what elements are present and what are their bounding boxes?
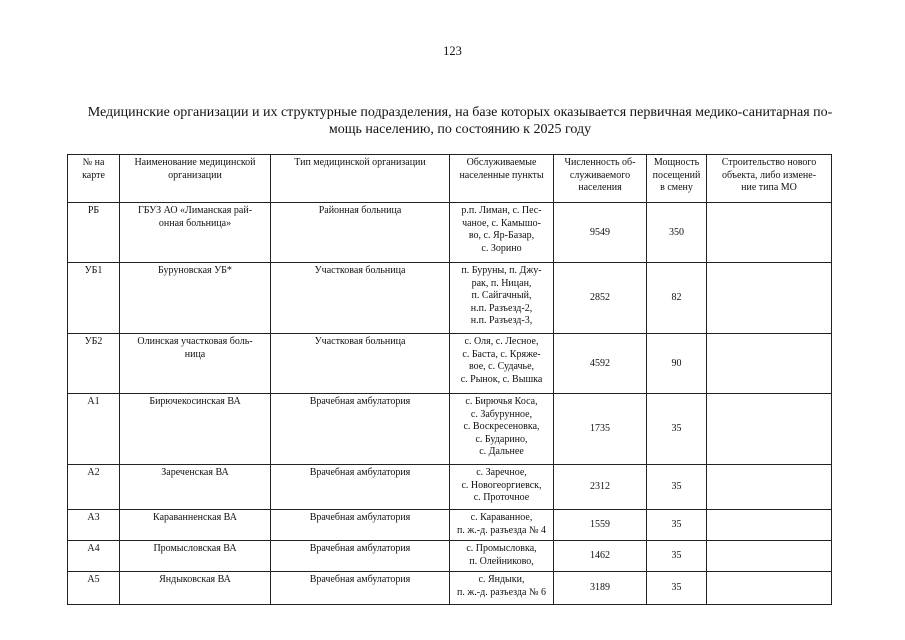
cell-org-name (120, 203, 271, 263)
cell-org-name-line: Караванненская ВА (153, 512, 237, 523)
cell-settlements-line: с. Дальнее (479, 446, 524, 457)
cell-capacity: 35 (647, 465, 707, 510)
cell-population: 4592 (554, 334, 647, 394)
cell-construction (707, 572, 832, 605)
cell-settlements (450, 541, 554, 572)
cell-map-number: А1 (68, 394, 120, 465)
cell-settlements-line: р.п. Лиман, с. Пес- (461, 205, 542, 216)
cell-population: 1559 (554, 510, 647, 541)
cell-org-type: Врачебная амбулатория (271, 541, 450, 572)
header-text-line: Численность об- (564, 157, 636, 168)
cell-map-number: УБ2 (68, 334, 120, 394)
cell-capacity: 90 (647, 334, 707, 394)
cell-org-name-line: Бирючекосинская ВА (149, 396, 241, 407)
cell-org-type: Врачебная амбулатория (271, 572, 450, 605)
cell-population: 2312 (554, 465, 647, 510)
cell-settlements-line: с. Бударино, (475, 433, 528, 445)
cell-capacity: 35 (647, 541, 707, 572)
cell-capacity: 35 (647, 510, 707, 541)
header-text-line: карте (82, 169, 105, 181)
cell-construction (707, 465, 832, 510)
cell-capacity: 82 (647, 263, 707, 334)
cell-org-name-line: онная больница» (158, 217, 232, 229)
table-header (68, 155, 832, 203)
cell-construction (707, 334, 832, 394)
header-text-line: в смену (660, 182, 693, 193)
table-body (68, 203, 832, 605)
cell-capacity: 350 (647, 203, 707, 263)
cell-org-name-line: ница (184, 348, 206, 360)
cell-settlements-line: с. Яндыки, (478, 574, 525, 585)
cell-settlements-line: п. Сайгачный, (471, 290, 532, 301)
cell-capacity: 35 (647, 572, 707, 605)
cell-settlements-line: с. Зорино (481, 242, 522, 254)
cell-capacity: 35 (647, 394, 707, 465)
header-text-line: № на (82, 157, 105, 168)
cell-settlements-line: с. Оля, с. Лесное, (464, 336, 539, 347)
cell-org-type: Районная больница (271, 203, 450, 263)
table-row (68, 203, 832, 263)
cell-settlements (450, 572, 554, 605)
cell-settlements (450, 465, 554, 510)
title-line: мощь населению, по состоянию к 2025 году (328, 122, 592, 137)
header-org-type (271, 155, 450, 203)
cell-settlements-line: с. Новогеоргиевск, (461, 479, 542, 491)
header-text-line: Тип медицинской организации (294, 157, 426, 168)
cell-org-name (120, 541, 271, 572)
cell-settlements-line: с. Промысловка, (466, 543, 537, 554)
cell-org-name-line: Буруновская УБ* (158, 265, 232, 276)
page-number: 123 (443, 44, 462, 58)
header-text-line: посещений (652, 169, 701, 181)
cell-org-type: Врачебная амбулатория (271, 510, 450, 541)
cell-construction (707, 203, 832, 263)
header-text-line: организации (168, 169, 222, 181)
table-row (68, 510, 832, 541)
cell-map-number: А3 (68, 510, 120, 541)
cell-settlements-line: вое, с. Судачье, (468, 361, 535, 372)
cell-population: 9549 (554, 203, 647, 263)
header-text-line: населения (578, 182, 622, 193)
cell-org-type: Участковая больница (271, 263, 450, 334)
organizations-table (67, 154, 832, 605)
cell-org-type: Врачебная амбулатория (271, 394, 450, 465)
cell-settlements-line: н.п. Разъезд-3, (470, 315, 533, 326)
cell-population: 1462 (554, 541, 647, 572)
header-population (554, 155, 647, 203)
cell-map-number: А2 (68, 465, 120, 510)
header-capacity (647, 155, 707, 203)
cell-settlements-line: с. Бирючья Коса, (465, 396, 538, 407)
cell-settlements-line: п. ж.-д. разъезда № 6 (457, 586, 546, 598)
cell-settlements-line: с. Заречное, (476, 467, 527, 478)
cell-construction (707, 394, 832, 465)
cell-settlements (450, 203, 554, 263)
cell-org-name (120, 465, 271, 510)
cell-population: 1735 (554, 394, 647, 465)
cell-map-number: УБ1 (68, 263, 120, 334)
header-text-line: объекта, либо измене- (721, 169, 817, 181)
cell-settlements-line: с. Караванное, (470, 512, 533, 523)
table-row (68, 572, 832, 605)
cell-org-name (120, 263, 271, 334)
table-row (68, 334, 832, 394)
header-text-line: служиваемого (569, 169, 631, 181)
cell-settlements (450, 334, 554, 394)
header-text-line: Мощность (653, 157, 700, 168)
cell-settlements (450, 510, 554, 541)
cell-settlements-line: с. Проточное (473, 492, 530, 503)
cell-settlements (450, 263, 554, 334)
header-text-line: Строительство нового (721, 157, 817, 168)
header-org-name (120, 155, 271, 203)
cell-construction (707, 541, 832, 572)
header-settlements (450, 155, 554, 203)
cell-population: 2852 (554, 263, 647, 334)
header-text-line: ние типа МО (741, 182, 797, 193)
cell-org-type: Участковая больница (271, 334, 450, 394)
cell-settlements-line: с. Воскресеновка, (463, 421, 540, 432)
cell-construction (707, 510, 832, 541)
header-construction (707, 155, 832, 203)
cell-population: 3189 (554, 572, 647, 605)
table-row (68, 394, 832, 465)
cell-settlements (450, 394, 554, 465)
cell-org-name-line: Олинская участковая боль- (137, 336, 253, 347)
header-text-line: населенные пункты (459, 169, 544, 181)
table-row (68, 465, 832, 510)
cell-settlements-line: во, с. Яр-Базар, (468, 230, 535, 241)
cell-org-name (120, 334, 271, 394)
cell-org-name (120, 394, 271, 465)
cell-map-number: РБ (68, 203, 120, 263)
header-text-line: Обслуживаемые (466, 157, 537, 168)
cell-settlements-line: п. Олейниково, (469, 555, 534, 567)
cell-org-name-line: Яндыковская ВА (159, 574, 231, 585)
cell-org-type: Врачебная амбулатория (271, 465, 450, 510)
cell-settlements-line: с. Рынок, с. Вышка (460, 373, 543, 385)
cell-settlements-line: п. ж.-д. разъезда № 4 (457, 524, 546, 536)
header-text-line: Наименование медицинской (134, 157, 256, 168)
header-row (68, 155, 832, 203)
cell-map-number: А4 (68, 541, 120, 572)
cell-settlements-line: п. Буруны, п. Джу- (461, 265, 542, 276)
cell-settlements-line: с. Баста, с. Кряже- (462, 348, 541, 360)
cell-settlements-line: с. Забурунное, (470, 408, 533, 420)
cell-org-name-line: Промысловская ВА (153, 543, 237, 554)
cell-org-name (120, 510, 271, 541)
cell-org-name-line: Зареченская ВА (161, 467, 229, 478)
cell-construction (707, 263, 832, 334)
cell-map-number: А5 (68, 572, 120, 605)
cell-settlements-line: чаное, с. Камышо- (462, 217, 541, 229)
title-line: Медицинские организации и их структурные подразделения, на базе которых оказывается первичная медико-санитарная по- (87, 105, 833, 120)
document-title (60, 104, 860, 138)
cell-org-name (120, 572, 271, 605)
table-row (68, 541, 832, 572)
cell-settlements-line: рак, п. Ницан, (471, 277, 532, 289)
table-row (68, 263, 832, 334)
cell-org-name-line: ГБУЗ АО «Лиманская рай- (137, 205, 253, 216)
cell-settlements-line: н.п. Разъезд-2, (470, 302, 533, 314)
header-map-number (68, 155, 120, 203)
